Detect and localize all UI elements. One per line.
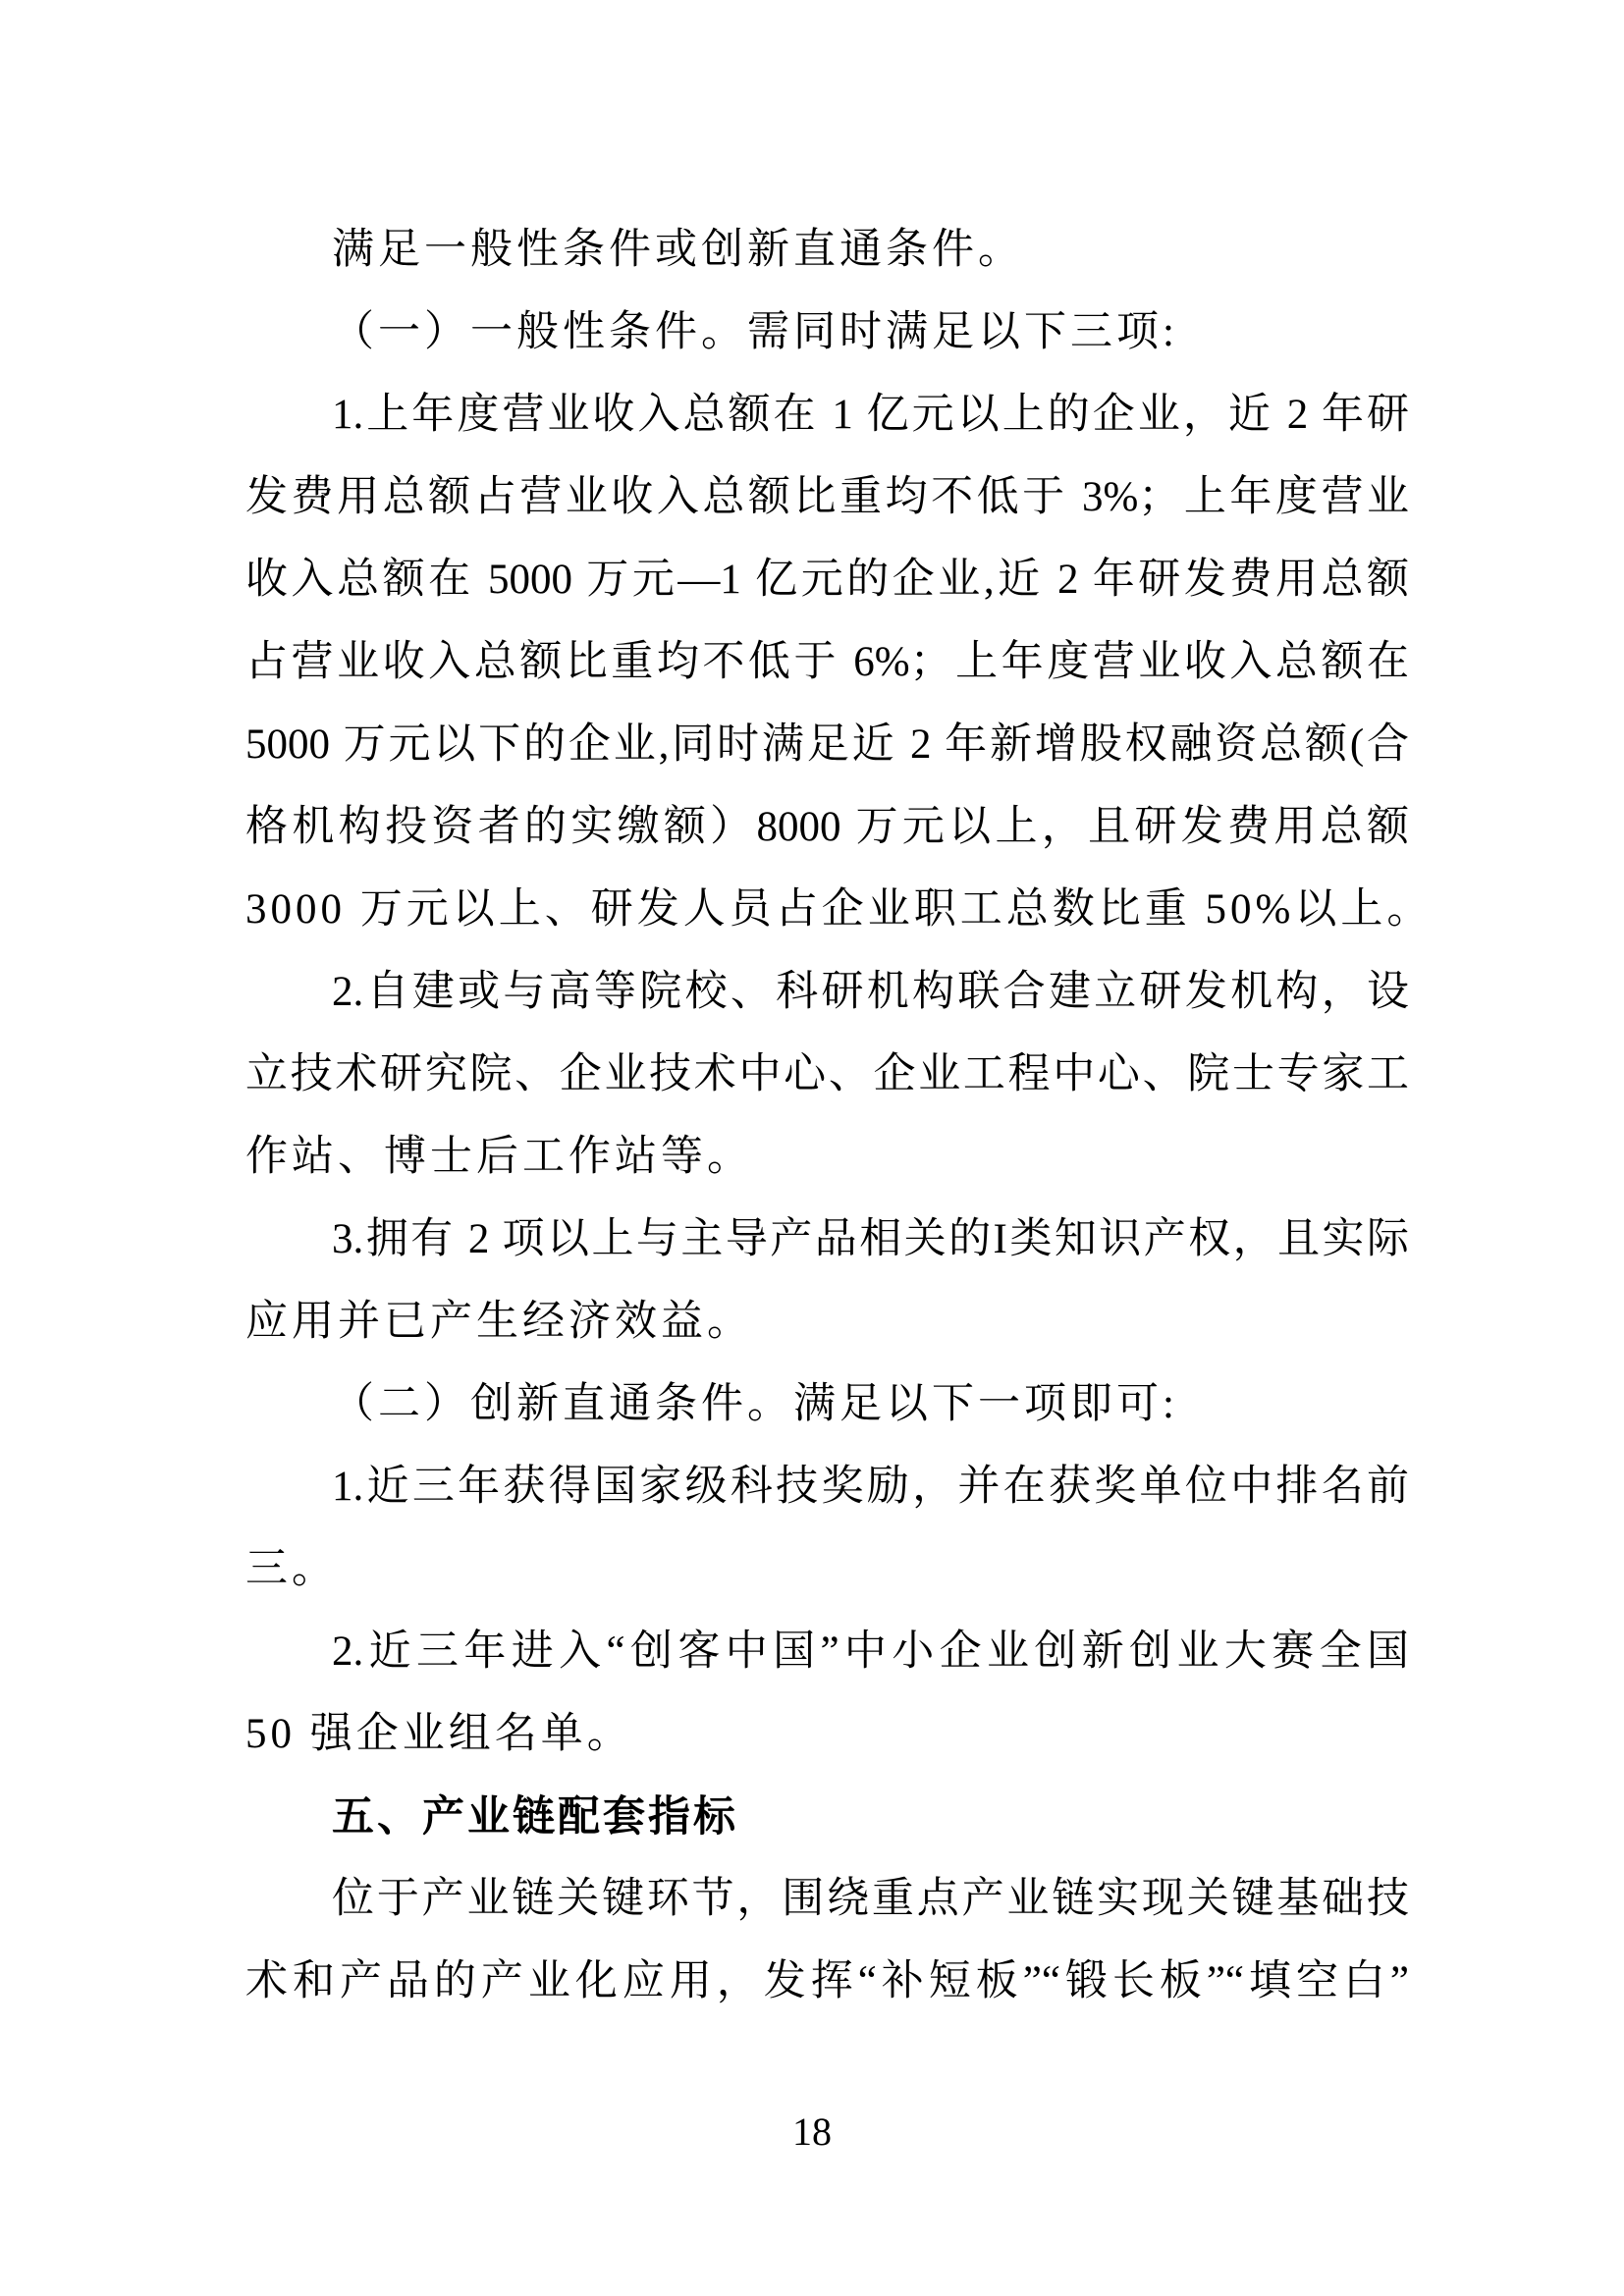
text-line: 占营业收入总额比重均不低于 6%；上年度营业收入总额在 [245, 639, 1409, 685]
text-line: 1.上年度营业收入总额在 1 亿元以上的企业，近 2 年研 [332, 392, 1409, 438]
text-line: 三。 [245, 1546, 338, 1592]
text-line: 1.近三年获得国家级科技奖励，并在获奖单位中排名前 [332, 1464, 1409, 1510]
text-line: 应用并已产生经济效益。 [245, 1299, 753, 1345]
text-line: 50 强企业组名单。 [245, 1711, 633, 1757]
section-heading: 五、产业链配套指标 [332, 1793, 738, 1841]
text-line: （一）一般性条件。需同时满足以下三项: [332, 309, 1178, 355]
text-line: 2.自建或与高等院校、科研机构联合建立研发机构，设 [332, 969, 1409, 1015]
text-line: 格机构投资者的实缴额）8000 万元以上，且研发费用总额 [245, 804, 1409, 850]
text-line: 位于产业链关键环节，围绕重点产业链实现关键基础技 [332, 1876, 1409, 1922]
text-line: 作站、博士后工作站等。 [245, 1134, 753, 1180]
text-line: 术和产品的产业化应用，发挥“补短板”“锻长板”“填空白” [245, 1958, 1409, 2004]
text-line: 5000 万元以下的企业,同时满足近 2 年新增股权融资总额(合 [245, 721, 1409, 768]
text-line: 3000 万元以上、研发人员占企业职工总数比重 50%以上。 [245, 886, 1434, 933]
text-line: 2.近三年进入“创客中国”中小企业创新创业大赛全国 [332, 1629, 1409, 1675]
document-text [245, 209, 1434, 2023]
text-line: 收入总额在 5000 万元—1 亿元的企业,近 2 年研发费用总额 [245, 557, 1409, 603]
text-line: 3.拥有 2 项以上与主导产品相关的I类知识产权，且实际 [332, 1216, 1409, 1262]
text-line: 满足一般性条件或创新直通条件。 [332, 227, 1024, 273]
text-line: 发费用总额占营业收入总额比重均不低于 3%；上年度营业 [245, 474, 1409, 520]
page-number: 18 [792, 2109, 832, 2154]
text-line: 立技术研究院、企业技术中心、企业工程中心、院士专家工 [245, 1051, 1409, 1097]
text-line: （二）创新直通条件。满足以下一项即可: [332, 1381, 1178, 1427]
